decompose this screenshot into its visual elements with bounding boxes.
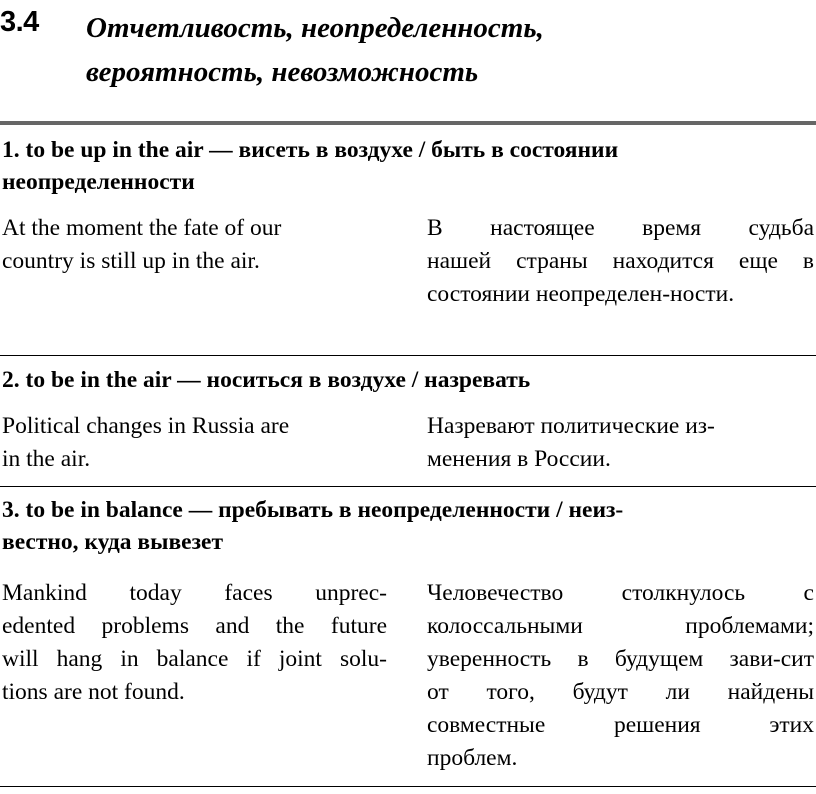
english-line: tions are not found. bbox=[2, 679, 185, 705]
russian-line: от того, будут ли найдены bbox=[427, 679, 814, 705]
russian-line: состоянии неопределен-ности. bbox=[427, 281, 735, 307]
section-title-line: вероятность, невозможность bbox=[86, 56, 479, 88]
entry-heading-line: неопределенности bbox=[2, 169, 195, 195]
russian-line: Назревают политические из- bbox=[427, 413, 715, 439]
entry-divider bbox=[0, 786, 816, 787]
english-example bbox=[2, 577, 387, 709]
section-number: 3.4 bbox=[0, 6, 39, 38]
entry-heading bbox=[2, 134, 802, 198]
english-line: country is still up in the air. bbox=[2, 248, 260, 274]
english-line: Political changes in Russia are bbox=[2, 413, 290, 439]
russian-line: проблем. bbox=[427, 745, 518, 771]
entry-heading-line: 1. to be up in the air — висеть в воздухе / быть в состоянии bbox=[2, 137, 619, 163]
english-line: will hang in balance if joint solu- bbox=[2, 646, 387, 672]
entry-heading bbox=[2, 494, 802, 558]
english-line: Mankind today faces unprec- bbox=[2, 580, 387, 606]
russian-line: менения в России. bbox=[427, 446, 611, 472]
russian-translation bbox=[427, 577, 814, 775]
section-divider bbox=[0, 121, 816, 125]
section-header bbox=[0, 0, 816, 90]
english-example bbox=[2, 410, 387, 476]
russian-line: В настоящее время судьба bbox=[427, 215, 814, 241]
entry-heading-line: 3. to be in balance — пребывать в неопределенности / неиз- bbox=[2, 497, 624, 523]
english-example bbox=[2, 212, 387, 278]
section-title-line: Отчетливость, неопределенность, bbox=[86, 12, 544, 44]
russian-line: уверенность в будущем зави-сит bbox=[427, 646, 814, 672]
english-line: in the air. bbox=[2, 446, 91, 472]
section-title bbox=[86, 6, 786, 94]
entry-heading-line: вестно, куда вывезет bbox=[2, 529, 223, 555]
entry-heading bbox=[2, 364, 802, 396]
russian-line: совместные решения этих bbox=[427, 712, 814, 738]
russian-line: Человечество столкнулось с bbox=[427, 580, 814, 606]
entry-divider bbox=[0, 486, 816, 487]
english-line: At the moment the fate of our bbox=[2, 215, 282, 241]
entry-heading-line: 2. to be in the air — носиться в воздухе / назревать bbox=[2, 367, 531, 393]
russian-line: колоссальными проблемами; bbox=[427, 613, 814, 639]
russian-translation bbox=[427, 212, 814, 311]
english-line: edented problems and the future bbox=[2, 613, 387, 639]
russian-translation bbox=[427, 410, 814, 476]
entry-divider bbox=[0, 355, 816, 356]
russian-line: нашей страны находится еще в bbox=[427, 248, 814, 274]
